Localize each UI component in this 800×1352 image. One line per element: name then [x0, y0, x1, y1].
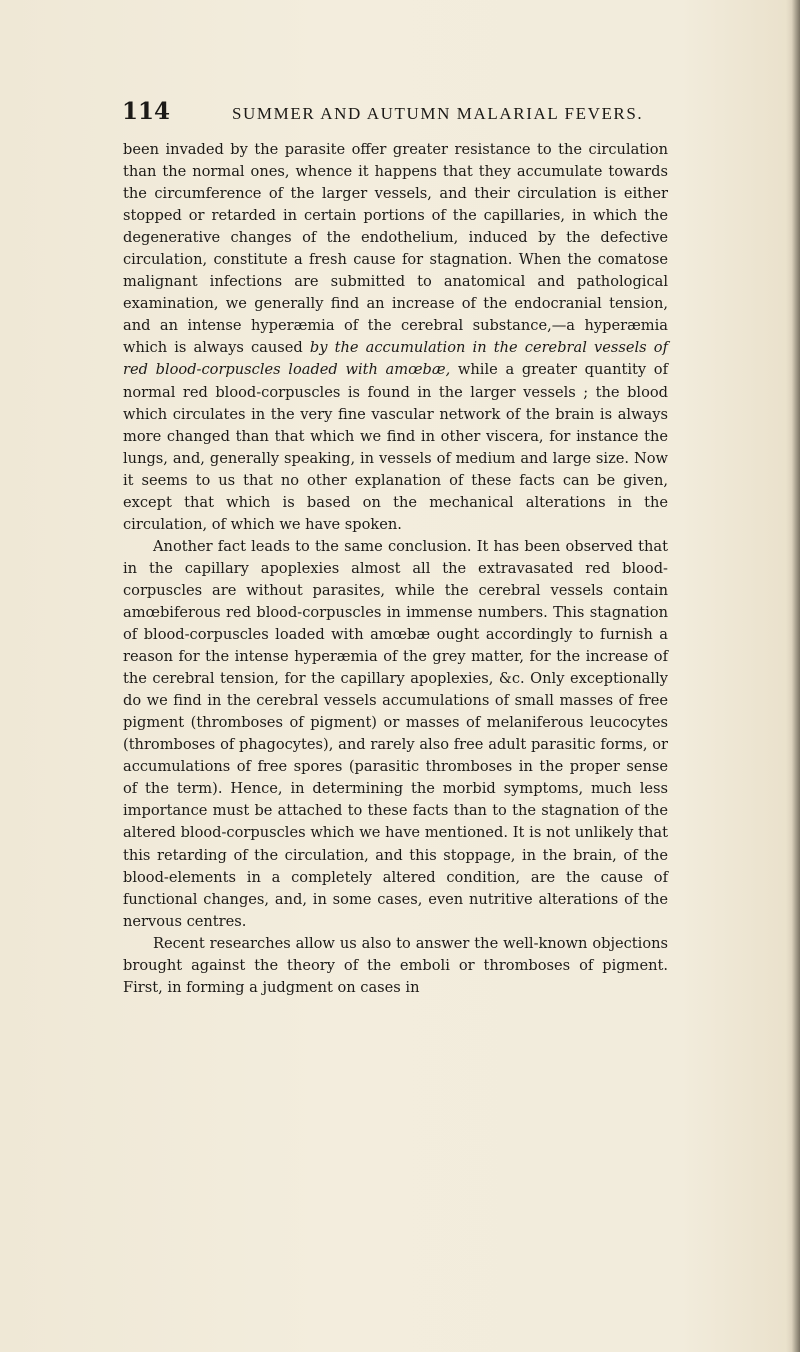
paragraph-1-italic: by the accumulation in the cerebral vessels of red blood-corpuscles loaded with amœbæ,: [123, 339, 668, 379]
paragraph-1-text-a: been invaded by the parasite offer greater resistance to the circulation than the normal ones, whence it happens that they accumulate towards the circumference of the larger vessels, and their circulation is either stopped or retarded in certain portions of the capillaries, in which the degenerative changes of the endothelium, induced by the defective circulation, constitute a fresh cause for stagnation. When the comatose malignant infections are submitted to anatomical and pathological examination, we generally find an increase of the endocranial tension, and an intense hyperæmia of the cerebral substance,—a hyperæmia which is always caused: [123, 141, 668, 357]
paragraph-3: Recent researches allow us also to answer the well-known objections brought against the theory of the emboli or thromboses of pigment. First, in forming a judgment on cases in: [123, 934, 668, 996]
page-number: 114: [122, 98, 171, 125]
paragraph-1-text-b: while a greater quantity of normal red blood-corpuscles is found in the larger vessels ; the blood which circulates in the very fine vascular network of the brain is always more changed than that which we find in other viscera, for instance the lungs, and, generally speaking, in vessels of medium and large size. Now it seems to us that no other explanation of these facts can be given, except that which is based on the mechanical alterations in the circulation, of which we have spoken.: [123, 361, 668, 533]
page-edge-shadow: [786, 0, 800, 1352]
paragraph-1: [123, 139, 668, 536]
body-text: [123, 139, 668, 999]
paragraph-2: Another fact leads to the same conclusion. It has been observed that in the capillary apoplexies almost all the extravasated red blood-corpuscles are without parasites, while the cerebral vessels contain amœbiferous red blood-corpuscles in immense numbers. This stagnation of blood-corpuscles loaded with amœbæ ought accordingly to furnish a reason for the intense hyperæmia of the grey matter, for the increase of the cerebral tension, for the capillary apoplexies, &c. Only exceptionally do we find in the cerebral vessels accumulations of small masses of free pigment (thromboses of pigment) or masses of melaniferous leucocytes (thromboses of phagocytes), and rarely also free adult parasitic forms, or accumulations of free spores (parasitic thromboses in the proper sense of the term). Hence, in determining the morbid symptoms, much less importance must be attached to these facts than to the stagnation of the altered blood-corpuscles which we have mentioned. It is not unlikely that this retarding of the circulation, and this stoppage, in the brain, of the blood-elements in a completely altered condition, are the cause of functional changes, and, in some cases, even nutritive alterations of the nervous centres.: [123, 537, 668, 930]
running-title: SUMMER AND AUTUMN MALARIAL FEVERS.: [232, 104, 644, 123]
page-header: [122, 98, 670, 130]
